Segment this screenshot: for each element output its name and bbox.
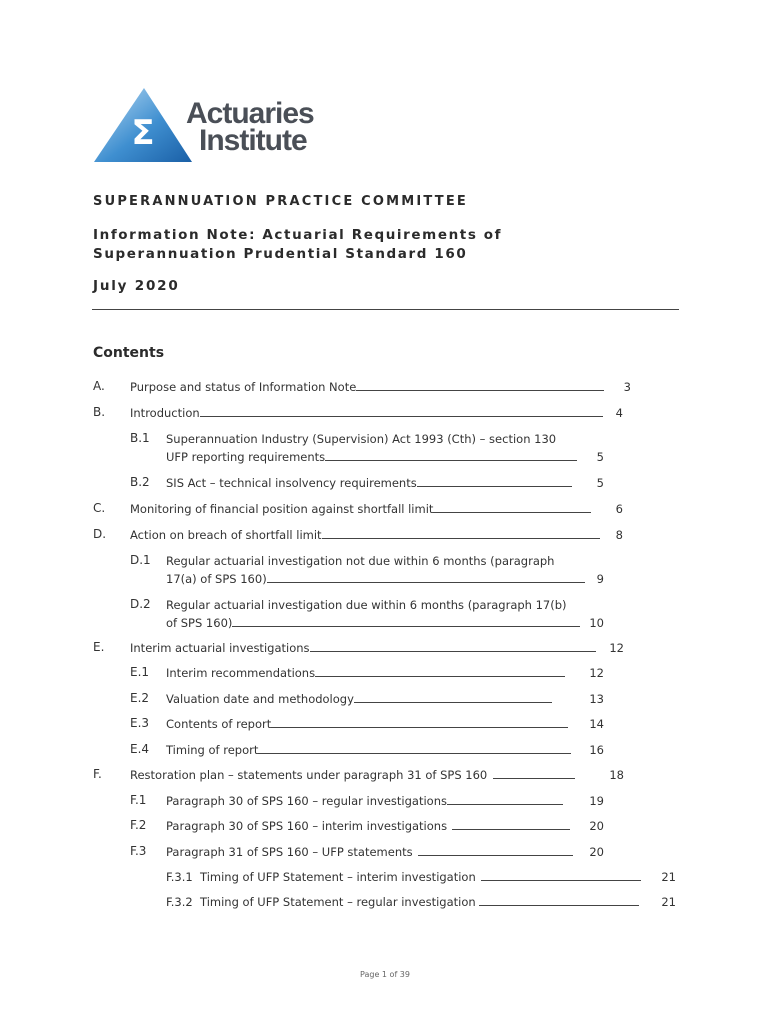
toc-entry-f31[interactable] <box>166 868 656 886</box>
toc-text: Purpose and status of Information Note <box>130 380 357 394</box>
sigma-symbol: Σ <box>131 113 155 153</box>
toc-page: 6 <box>615 502 623 516</box>
toc-leader <box>315 665 565 677</box>
toc-leader <box>356 379 604 391</box>
toc-entry-e3[interactable] <box>166 715 596 733</box>
toc-page: 16 <box>589 743 604 757</box>
toc-text: Restoration plan – statements under paragraph 31 of SPS 160 <box>130 768 488 782</box>
toc-leader <box>452 818 570 830</box>
toc-page: 13 <box>589 692 604 706</box>
toc-text: Timing of UFP Statement – interim investigation <box>200 870 476 884</box>
toc-entry-d2-line2[interactable] <box>166 614 596 632</box>
toc-label: E.3 <box>130 716 150 730</box>
toc-entry-b2[interactable] <box>166 474 596 492</box>
toc-text: Paragraph 30 of SPS 160 – regular investigations <box>166 794 447 808</box>
toc-text: Contents of report <box>166 717 272 731</box>
toc-entry-d2-line1[interactable]: Regular actuarial investigation due within 6 months (paragraph 17(b) <box>166 598 567 612</box>
toc-label: D. <box>93 527 107 541</box>
toc-leader <box>325 449 577 461</box>
toc-leader <box>200 405 603 417</box>
toc-text: Action on breach of shortfall limit <box>130 528 322 542</box>
toc-page: 4 <box>615 406 623 420</box>
title-line-2: Superannuation Prudential Standard 160 <box>93 246 468 262</box>
toc-entry-d1-line1[interactable]: Regular actuarial investigation not due within 6 months (paragraph <box>166 554 555 568</box>
toc-label: F.1 <box>130 793 147 807</box>
toc-label: F. <box>93 767 102 781</box>
document-date: July 2020 <box>93 278 180 294</box>
toc-text: SIS Act – technical insolvency requirements <box>166 476 417 490</box>
toc-label: C. <box>93 501 106 515</box>
toc-entry-b[interactable] <box>130 404 610 422</box>
toc-page: 3 <box>623 380 631 394</box>
toc-text: UFP reporting requirements <box>166 450 326 464</box>
toc-entry-a[interactable] <box>130 378 610 396</box>
toc-leader <box>267 571 585 583</box>
toc-page: 19 <box>589 794 604 808</box>
toc-label: F.2 <box>130 818 147 832</box>
toc-label: B.1 <box>130 431 150 445</box>
toc-entry-d[interactable] <box>130 526 620 544</box>
toc-leader <box>493 767 575 779</box>
toc-page: 12 <box>589 666 604 680</box>
toc-text: Interim recommendations <box>166 666 316 680</box>
header-divider <box>92 309 679 310</box>
toc-entry-b1-line2[interactable] <box>166 448 596 466</box>
toc-entry-d1-line2[interactable] <box>166 570 596 588</box>
toc-page: 21 <box>661 870 676 884</box>
toc-text: Paragraph 30 of SPS 160 – interim investigations <box>166 819 448 833</box>
toc-entry-f[interactable] <box>130 766 620 784</box>
toc-leader <box>479 894 639 906</box>
document-title <box>93 226 653 264</box>
toc-leader <box>310 640 596 652</box>
toc-leader <box>232 615 580 627</box>
toc-page: 14 <box>589 717 604 731</box>
toc-page: 20 <box>589 845 604 859</box>
toc-page: 20 <box>589 819 604 833</box>
toc-text: Interim actuarial investigations <box>130 641 310 655</box>
toc-text: Monitoring of financial position against shortfall limit <box>130 502 434 516</box>
toc-text: Valuation date and methodology <box>166 692 354 706</box>
toc-page: 18 <box>609 768 624 782</box>
toc-entry-e2[interactable] <box>166 690 596 708</box>
toc-label: E.4 <box>130 742 150 756</box>
toc-leader <box>481 869 641 881</box>
toc-leader <box>433 501 591 513</box>
toc-entry-f32[interactable] <box>166 893 656 911</box>
toc-leader <box>271 716 568 728</box>
toc-leader <box>258 742 571 754</box>
toc-entry-f2[interactable] <box>166 817 596 835</box>
toc-leader <box>322 527 600 539</box>
logo-word-actuaries: Actuaries <box>186 97 314 130</box>
toc-page: 10 <box>589 616 604 630</box>
toc-page: 12 <box>609 641 624 655</box>
logo-word-institute: Institute <box>199 124 307 157</box>
toc-label: B. <box>93 405 106 419</box>
toc-text: of SPS 160) <box>166 616 233 630</box>
toc-page: 8 <box>615 528 623 542</box>
committee-name: SUPERANNUATION PRACTICE COMMITTEE <box>93 194 469 209</box>
toc-label: D.1 <box>130 553 151 567</box>
toc-leader <box>418 844 573 856</box>
toc-text: Timing of report <box>166 743 259 757</box>
toc-page: 21 <box>661 895 676 909</box>
toc-entry-e[interactable] <box>130 639 620 657</box>
toc-entry-b1-line1[interactable]: Superannuation Industry (Supervision) Act 1993 (Cth) – section 130 <box>166 432 557 446</box>
toc-label: F.3 <box>130 844 147 858</box>
toc-text: Paragraph 31 of SPS 160 – UFP statements <box>166 845 413 859</box>
toc-leader <box>354 691 552 703</box>
toc-page: 5 <box>596 450 604 464</box>
toc-entry-e1[interactable] <box>166 664 596 682</box>
toc-label: F.3.1 <box>166 870 193 884</box>
toc-entry-f1[interactable] <box>166 792 596 810</box>
toc-label: A. <box>93 379 105 393</box>
toc-text: Timing of UFP Statement – regular investigation <box>200 895 476 909</box>
toc-leader <box>447 793 563 805</box>
toc-label: D.2 <box>130 597 151 611</box>
actuaries-institute-logo <box>94 86 340 164</box>
toc-label: B.2 <box>130 475 150 489</box>
toc-text: 17(a) of SPS 160) <box>166 572 267 586</box>
toc-page: 9 <box>596 572 604 586</box>
toc-entry-f3[interactable] <box>166 843 596 861</box>
toc-label: F.3.2 <box>166 895 193 909</box>
toc-leader <box>417 475 572 487</box>
toc-label: E. <box>93 640 105 654</box>
contents-heading: Contents <box>93 345 165 361</box>
toc-entry-c[interactable] <box>130 500 620 518</box>
toc-entry-e4[interactable] <box>166 741 596 759</box>
toc-label: E.2 <box>130 691 150 705</box>
page-footer: Page 1 of 39 <box>360 970 410 979</box>
toc-page: 5 <box>596 476 604 490</box>
toc-text: Introduction <box>130 406 200 420</box>
title-line-1: Information Note: Actuarial Requirements of <box>93 227 503 243</box>
toc-label: E.1 <box>130 665 150 679</box>
